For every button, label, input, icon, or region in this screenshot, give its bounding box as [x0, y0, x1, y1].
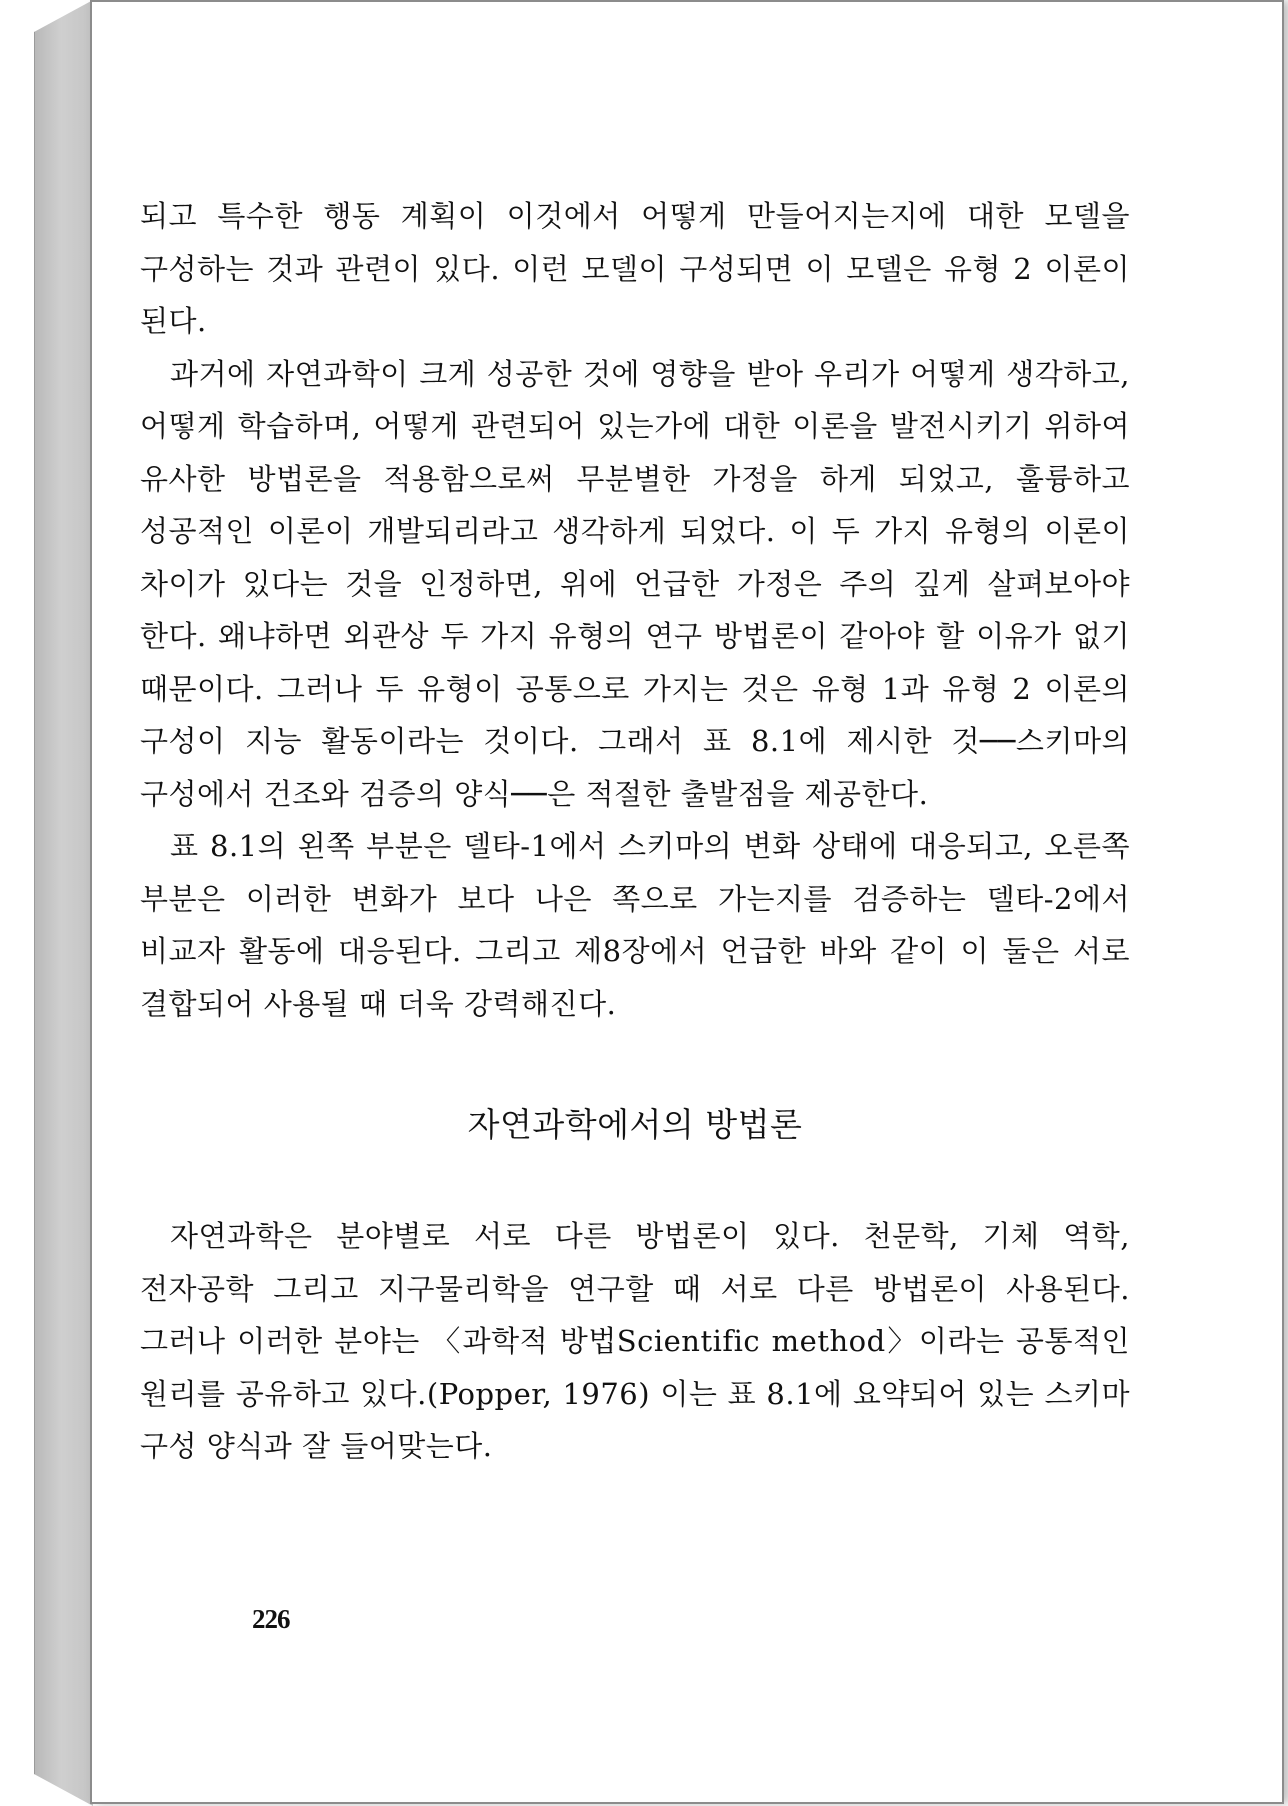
page-content [140, 190, 1130, 1473]
page-number: 226 [252, 1604, 290, 1634]
paragraph-4: 자연과학은 분야별로 서로 다른 방법론이 있다. 천문학, 기체 역학, 전자공학 그리고 지구물리학을 연구할 때 서로 다른 방법론이 사용된다. 그러나 이러한 분야는 〈과학적 방법Scientific method〉이라는 공통적인 원리를 공유하고 있다.(Popper, 1976) 이는 표 8.1에 요약되어 있는 스키마 구성 양식과 잘 들어맞는다. [140, 1219, 1130, 1463]
paragraph-1: 되고 특수한 행동 계획이 이것에서 어떻게 만들어지는지에 대한 모델을 구성하는 것과 관련이 있다. 이런 모델이 구성되면 이 모델은 유형 2 이론이 된다. [140, 199, 1130, 338]
paragraph-2: 과거에 자연과학이 크게 성공한 것에 영향을 받아 우리가 어떻게 생각하고, 어떻게 학습하며, 어떻게 관련되어 있는가에 대한 이론을 발전시키기 위하여 유사한 방법론을 적용함으로써 무분별한 가정을 하게 되었고, 훌륭하고 성공적인 이론이 개발되리라고 생각하게 되었다. 이 두 가지 유형의 이론이 차이가 있다는 것을 인정하면, 위에 언급한 가정은 주의 깊게 살펴보아야 한다. 왜냐하면 외관상 두 가지 유형의 연구 방법론이 같아야 할 이유가 없기 때문이다. 그러나 두 유형이 공통으로 가지는 것은 유형 1과 유형 2 이론의 구성이 지능 활동이라는 것이다. 그래서 표 8.1에 제시한 것──스키마의 구성에서 건조와 검증의 양식──은 적절한 출발점을 제공한다. [140, 356, 1130, 811]
section-heading: 자연과학에서의 방법론 [467, 1105, 803, 1144]
paragraph-3: 표 8.1의 왼쪽 부분은 델타-1에서 스키마의 변화 상태에 대응되고, 오른쪽 부분은 이러한 변화가 보다 나은 쪽으로 가는지를 검증하는 델타-2에서 비교자 활동에 대응된다. 그리고 제8장에서 언급한 바와 같이 이 둘은 서로 결합되어 사용될 때 더욱 강력해진다. [140, 829, 1130, 1021]
book-spine [34, 0, 93, 1806]
